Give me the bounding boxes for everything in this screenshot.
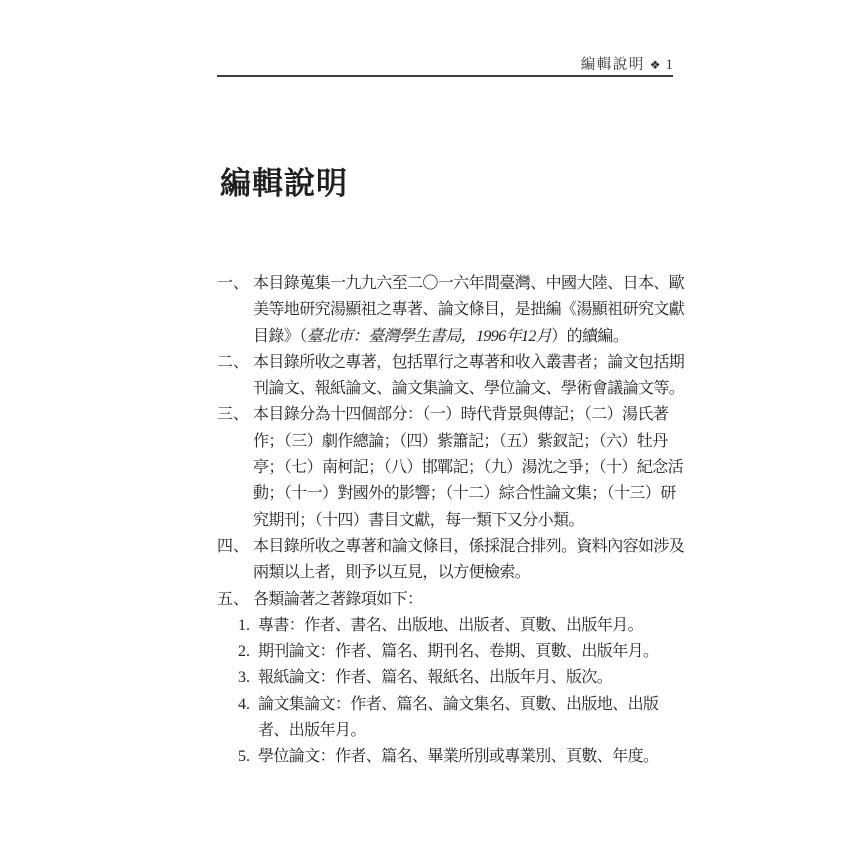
list-item-3: [217, 402, 695, 533]
text-segment: 者、出版年月。: [258, 722, 366, 740]
text-line: [217, 613, 695, 639]
text-line: [217, 402, 695, 428]
text-line: [217, 376, 695, 402]
sub-list: [217, 613, 695, 771]
document-title: 編輯說明: [220, 166, 348, 201]
text-segment: 刊論文、報紙論文、論文集論文、學位論文、學術會議論文等。: [253, 380, 685, 398]
text-line: [217, 744, 695, 770]
item-marker: 一、: [217, 275, 250, 292]
text-segment: 期刊論文：作者、篇名、期刊名、卷期、頁數、出版年月。: [258, 643, 659, 661]
header-rule-divider: [217, 75, 673, 77]
sub-item-number: 1.: [238, 616, 250, 634]
text-segment: 論文集論文：作者、篇名、論文集名、頁數、出版地、出版: [258, 695, 659, 713]
text-line: [217, 481, 695, 507]
sub-item-number: 3.: [238, 669, 250, 687]
text-segment: 動；（十一）對國外的影響；（十二）綜合性論文集；（十三）研: [253, 485, 676, 503]
list-item-4: [217, 534, 695, 587]
text-segment: 學位論文：作者、篇名、畢業所別或專業別、頁數、年度。: [258, 748, 659, 766]
item-marker: 三、: [217, 406, 250, 424]
text-line: [217, 534, 695, 560]
text-segment: 作；（三）劇作總論；（四）紫簫記；（五）紫釵記；（六）牡丹: [253, 432, 668, 450]
text-segment: 本目錄所收之專著，包括單行之專著和收入叢書者；論文包括期: [253, 353, 685, 371]
list-item-5: [217, 587, 695, 771]
page-number: 1: [665, 57, 673, 73]
text-line: [217, 639, 695, 665]
text-segment: 專書：作者、書名、出版地、出版者、頁數、出版年月。: [258, 616, 644, 634]
text-line: [217, 718, 695, 744]
item-marker: 二、: [217, 353, 250, 371]
running-header-title: 編輯說明: [580, 57, 645, 73]
text-segment: 亭；（七）南柯記；（八）邯鄲記；（九）湯沈之爭；（十）紀念活: [253, 459, 684, 477]
text-line: [217, 665, 695, 691]
list-item-2: [217, 350, 695, 403]
text-line: [217, 508, 695, 534]
body-text: [217, 271, 695, 771]
text-segment: 本目錄蒐集一九九六至二〇一六年間臺灣、中國大陸、日本、歐: [253, 275, 685, 292]
running-header: [581, 53, 673, 74]
text-segment: 目錄》（: [253, 327, 307, 345]
text-line: [217, 692, 695, 718]
text-line: [217, 297, 695, 323]
text-line: [217, 429, 695, 455]
text-segment: 究期刊；（十四）書目文獻，每一類下又分小類。: [253, 511, 584, 529]
text-segment: 本目錄分為十四個部分：（一）時代背景與傳記；（二）湯氏著: [253, 406, 669, 424]
text-segment: ）的續編。: [551, 327, 629, 345]
text-segment: 報紙論文：作者、篇名、報紙名、出版年月、版次。: [258, 669, 613, 687]
text-segment: 各類論著之著錄項如下：: [253, 590, 423, 608]
sub-item-number: 5.: [238, 748, 250, 766]
text-line: [217, 324, 695, 350]
item-marker: 四、: [217, 537, 250, 555]
sub-item-number: 4.: [238, 695, 250, 713]
publisher-info: 臺北市：臺灣學生書局，1996年12月: [306, 327, 552, 345]
text-line: [217, 587, 695, 613]
sub-item-number: 2.: [238, 643, 250, 661]
text-line: [217, 560, 695, 586]
text-segment: 美等地研究湯顯祖之專著、論文條目，是拙編《湯顯祖研究文獻: [253, 301, 685, 319]
item-marker: 五、: [217, 590, 250, 608]
list-item-1: [217, 271, 695, 350]
text-segment: 兩類以上者，則予以互見，以方便檢索。: [253, 564, 531, 582]
text-line: [217, 271, 695, 297]
diamond-separator-icon: ❖: [649, 58, 661, 72]
text-line: [217, 455, 695, 481]
text-line: [217, 350, 695, 376]
text-segment: 本目錄所收之專著和論文條目，係採混合排列。資料內容如涉及: [253, 537, 685, 555]
